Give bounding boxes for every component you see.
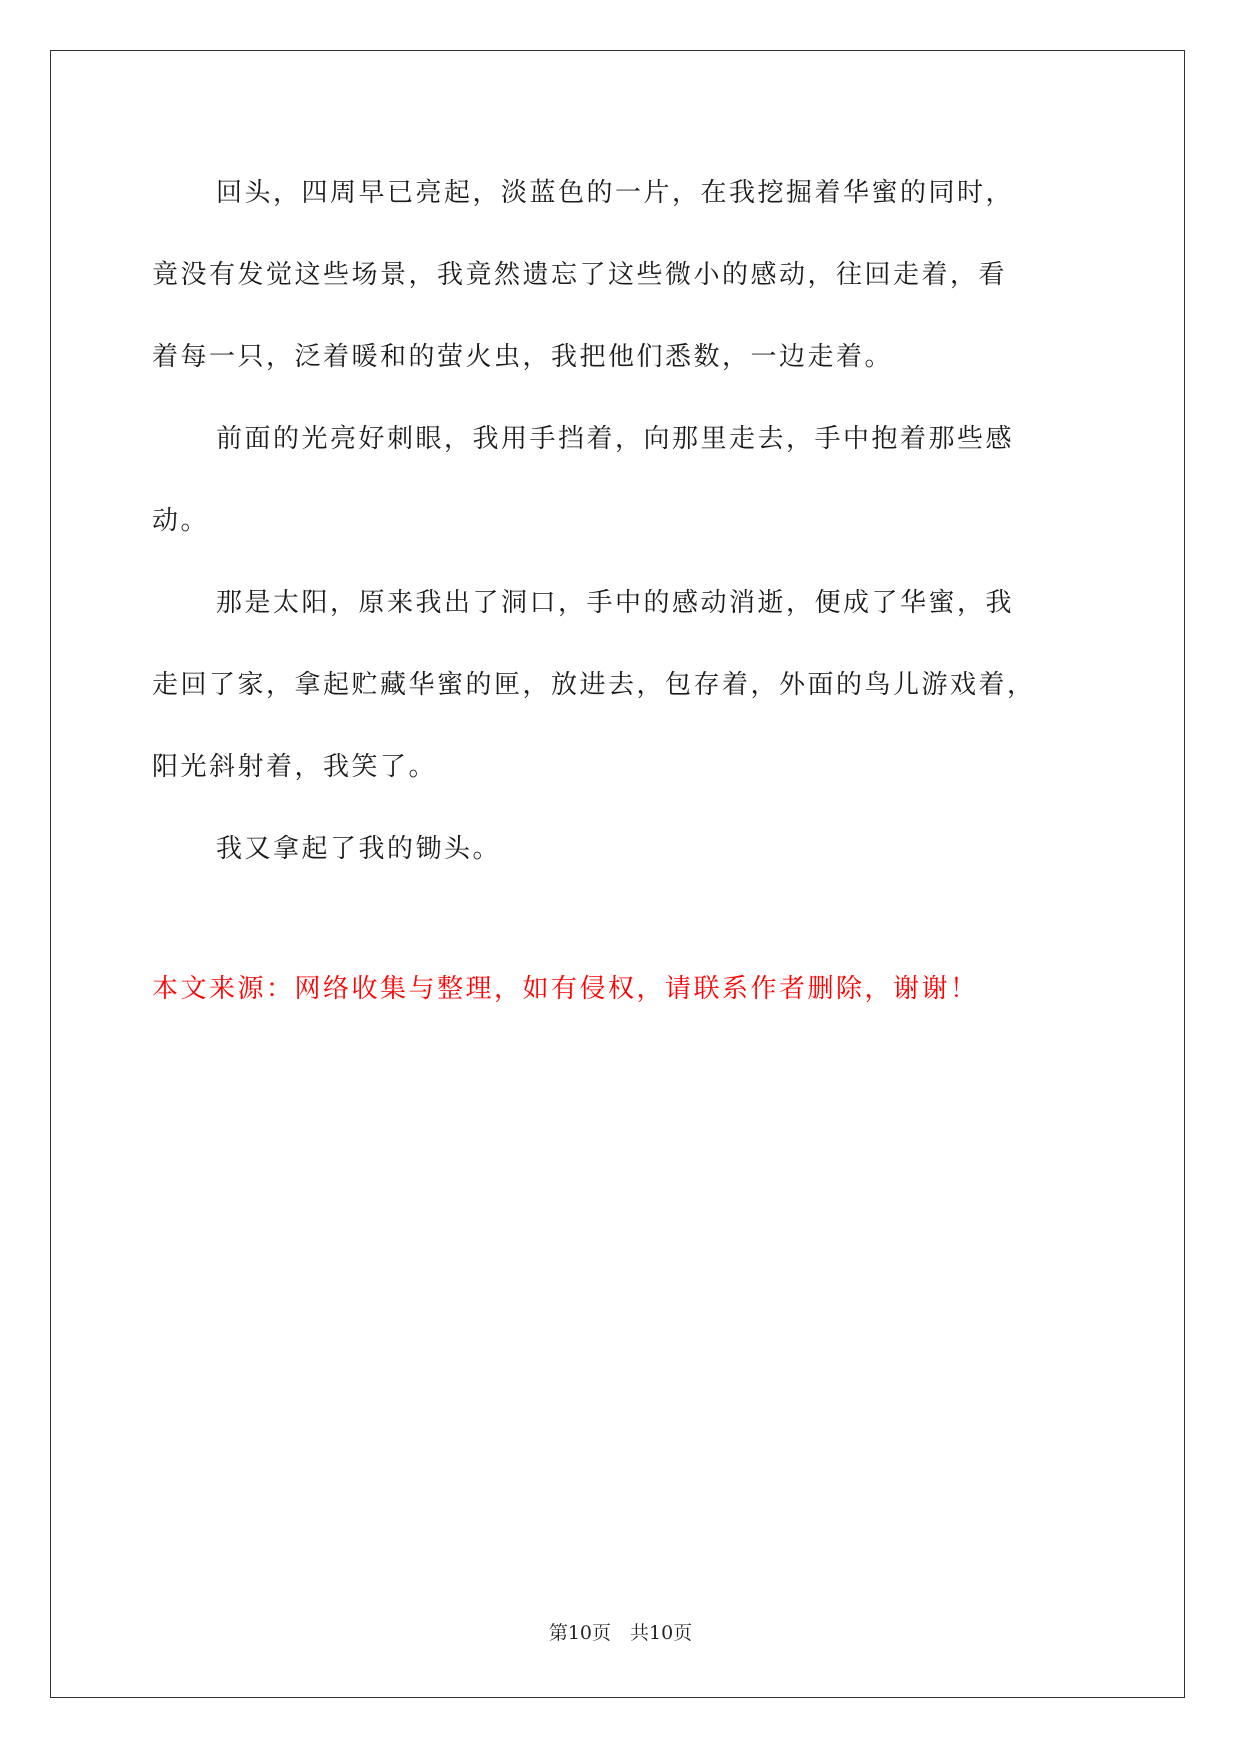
paragraph-line: 那是太阳，原来我出了洞口，手中的感动消逝，便成了华蜜，我	[216, 588, 1015, 618]
paragraph-line: 竟没有发觉这些场景，我竟然遗忘了这些微小的感动，往回走着，看	[152, 260, 1008, 290]
paragraph-4	[152, 808, 1092, 890]
page-number-footer: 第10页 共10页	[548, 1622, 693, 1644]
paragraph-2	[152, 398, 1092, 562]
paragraph-line: 我又拿起了我的锄头。	[216, 834, 502, 864]
paragraph-line: 回头，四周早已亮起，淡蓝色的一片，在我挖掘着华蜜的同时，	[216, 178, 1015, 208]
paragraph-3	[152, 562, 1092, 808]
paragraph-line: 着每一只，泛着暖和的萤火虫，我把他们悉数，一边走着。	[152, 342, 894, 372]
paragraph-line: 阳光斜射着，我笑了。	[152, 752, 438, 782]
paragraph-line: 前面的光亮好刺眼，我用手挡着，向那里走去，手中抱着那些感	[216, 424, 1015, 454]
source-note: 本文来源：网络收集与整理，如有侵权，请联系作者删除，谢谢！	[152, 974, 979, 1004]
paragraph-line: 走回了家，拿起贮藏华蜜的匣，放进去，包存着，外面的鸟儿游戏着，	[152, 670, 1036, 700]
document-body	[152, 152, 1092, 890]
paragraph-1	[152, 152, 1092, 398]
paragraph-line: 动。	[152, 506, 210, 536]
